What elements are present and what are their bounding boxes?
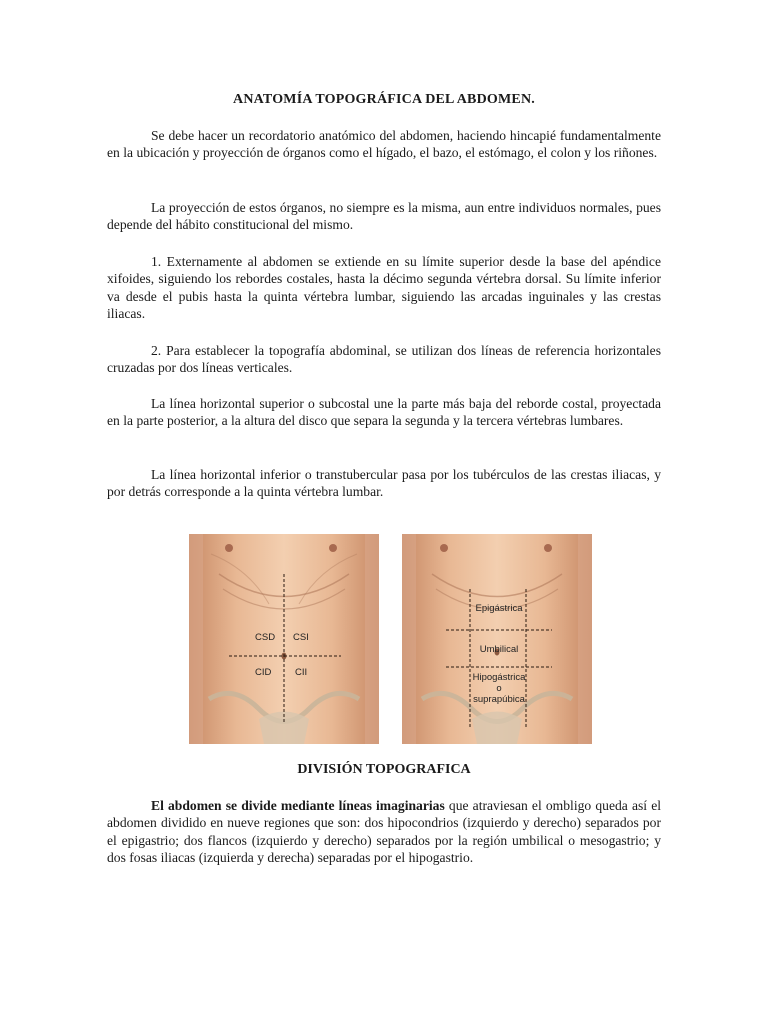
paragraph-reference-lines: 2. Para establecer la topografía abdominal, se utilizan dos líneas de referencia horizontales cruzadas por dos líneas verticales. xyxy=(107,343,661,376)
label-cii: CII xyxy=(295,667,308,678)
paragraph-division-bold: El abdomen se divide mediante líneas imaginarias xyxy=(151,798,445,813)
paragraph-limits: 1. Externamente al abdomen se extiende en su límite superior desde la base del apéndice xifoides, siguiendo los rebordes costales, hasta la décimo segunda vértebra dorsal. Su límite inferior va desde el pubis hasta la quinta vértebra lumbar, siguiendo las arcadas inguinales y las crestas iliacas. xyxy=(107,254,661,322)
section-subtitle: DIVISIÓN TOPOGRAFICA xyxy=(297,762,471,777)
label-epigastrica: Epigástrica xyxy=(475,603,523,614)
paragraph-projection: La proyección de estos órganos, no siempre es la misma, aun entre individuos normales, pues depende del hábito constitucional del mismo. xyxy=(107,200,661,233)
page-title: ANATOMÍA TOPOGRÁFICA DEL ABDOMEN. xyxy=(233,92,535,107)
label-cid: CID xyxy=(255,667,272,678)
paragraph-transtubercular-line: La línea horizontal inferior o transtubercular pasa por los tubérculos de las crestas iliacas, y por detrás corresponde a la quinta vértebra lumbar. xyxy=(107,467,661,500)
paragraph-intro: Se debe hacer un recordatorio anatómico del abdomen, haciendo hincapié fundamentalmente en la ubicación y proyección de órganos como el hígado, el bazo, el estómago, el colon y los riñones. xyxy=(107,128,661,161)
label-csi: CSI xyxy=(293,632,309,643)
label-csd: CSD xyxy=(255,632,276,643)
label-suprapubica: suprapúbica xyxy=(473,694,525,705)
label-hipogastrica: Hipogástrica xyxy=(472,672,526,683)
abdomen-quadrants-figure xyxy=(189,534,379,744)
paragraph-division-rest: que atraviesan el ombligo queda así el abdomen dividido en nueve regiones que son: dos hipocondrios (izquierdo y derecho) separados por el epigastrio; dos flancos (izquierdo y derecho) separados por la región umbilical o mesogastrio; y dos fosas iliacas (izquierda y derecha) separadas por el hipogastrio. xyxy=(107,798,662,866)
label-umbilical: Umbilical xyxy=(479,644,519,655)
paragraph-division xyxy=(107,797,661,867)
abdomen-regions-figure xyxy=(402,534,592,744)
paragraph-subcostal-line: La línea horizontal superior o subcostal une la parte más baja del reborde costal, proyectada en la parte posterior, a la altura del disco que separa la segunda y la tercera vértebras lumbares. xyxy=(107,396,661,429)
label-o: o xyxy=(496,683,502,694)
